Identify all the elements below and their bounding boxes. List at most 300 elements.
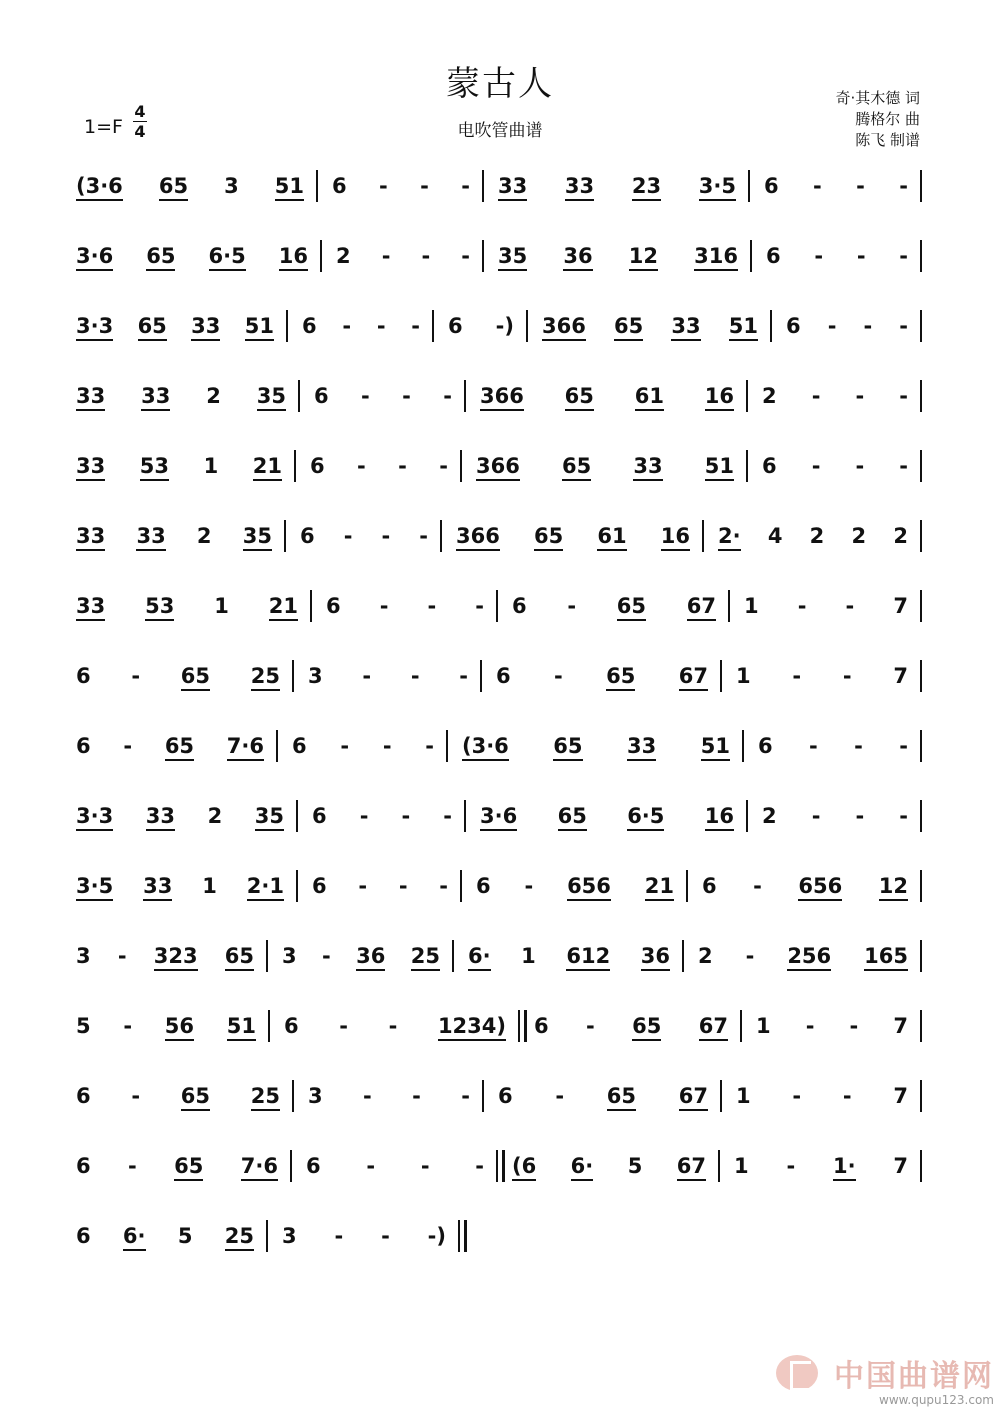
note-group: 7·6 [227,734,264,761]
note-group: - [381,244,391,268]
note-group: - [555,1084,565,1108]
note-group: - [401,804,411,828]
note-group: - [745,944,755,968]
barline [920,380,922,412]
barline [728,590,730,622]
measure [736,664,908,688]
measure [448,314,514,338]
measure [542,314,758,341]
note-group: - [899,384,908,408]
note-group: - [809,734,818,758]
score-row [0,938,1000,978]
measure [314,384,452,408]
note-group: - [586,1014,595,1038]
note-group: 6 [312,874,327,898]
barline [742,730,744,762]
note-group: - [854,734,863,758]
note-group: 16 [279,244,308,271]
barline [496,1150,498,1182]
watermark-logo: 中国曲谱网 [834,1359,994,1394]
score-row [0,308,1000,348]
measure [312,804,452,828]
note-group: 65 [614,314,643,341]
measure [312,874,448,898]
barline [702,520,704,552]
note-group: - [362,664,372,688]
barline [920,660,922,692]
note-group: 6 [786,314,801,338]
note-group: - [334,1224,344,1248]
note-group: - [813,174,822,198]
credit-composer: 腾格尔 曲 [855,110,920,128]
note-group: - [363,1084,372,1108]
barline [310,590,312,622]
measure [76,244,308,271]
note-group: 65 [138,314,167,341]
barline [460,870,462,902]
barline [496,590,498,622]
barline [720,1080,722,1112]
measure [534,1014,728,1041]
note-group: - [475,594,484,618]
note-group: 2 [762,804,777,828]
note-group: 1 [736,664,751,688]
measure [76,454,282,481]
note-group: - [461,244,470,268]
note-group: 33 [76,594,105,621]
measure [76,944,254,971]
note-group: 51 [245,314,274,341]
measure [76,1154,278,1181]
note-group: 53 [145,594,174,621]
note-group: - [899,804,908,828]
barline [292,1080,294,1112]
measure [498,244,738,271]
barline [284,520,286,552]
note-group: 6 [512,594,527,618]
note-group: 612 [566,944,610,971]
measure [734,1154,908,1181]
score-row [0,728,1000,768]
barline [292,660,294,692]
note-group: 6·5 [209,244,246,271]
barline [452,940,454,972]
measure [282,944,440,971]
note-group: - [398,874,408,898]
note-group: 1· [833,1154,856,1181]
barline [920,1010,922,1042]
note-group: 6 [448,314,463,338]
barline [920,730,922,762]
note-group: - [845,594,855,618]
measure [762,454,908,478]
note-group: 67 [687,594,716,621]
note-group: 6·5 [627,804,664,831]
note-group: 6 [476,874,491,898]
barline [746,450,748,482]
barline [290,1150,292,1182]
note-group: - [842,664,852,688]
note-group: 36 [641,944,670,971]
note-group: 3·5 [76,874,113,901]
measure [302,314,420,338]
score-row [0,1218,1000,1258]
note-group: 33 [565,174,594,201]
note-group: - [786,1154,796,1178]
note-group: 16 [705,804,734,831]
note-group: - [128,1154,137,1178]
barline [296,800,298,832]
note-group: 2 [809,524,825,548]
measure [762,384,908,408]
note-group: - [381,524,391,548]
note-group: 6 [292,734,307,758]
note-group: 6 [300,524,315,548]
note-group: 5 [177,1224,193,1248]
barline [464,800,466,832]
note-group: - [899,734,908,758]
barline [770,310,772,342]
note-group: 1 [203,454,219,478]
time-signature [133,102,147,141]
note-group: 7 [893,664,908,688]
score-row [0,518,1000,558]
note-group: 67 [699,1014,728,1041]
note-group: 33 [633,454,662,481]
note-group: 65 [565,384,594,411]
barline [920,940,922,972]
note-group: 65 [617,594,646,621]
barline [266,1220,268,1252]
note-group: 656 [798,874,842,901]
note-group: 36 [356,944,385,971]
note-group: (6 [512,1154,536,1181]
note-group: 33 [143,874,172,901]
note-group: - [410,664,420,688]
note-group: - [117,944,127,968]
note-group: - [419,524,428,548]
note-group: 7 [893,594,908,618]
barline [296,870,298,902]
key-signature: 1=F [84,116,123,138]
barline [446,730,448,762]
note-group: - [357,454,366,478]
note-group: 5 [627,1154,643,1178]
barline [682,940,684,972]
note-group: - [855,804,865,828]
note-group: - [381,1224,390,1248]
note-group: 25 [251,1084,280,1111]
barline [482,240,484,272]
note-group: 3 [308,1084,323,1108]
note-group: 6 [306,1154,321,1178]
note-group: 323 [154,944,198,971]
barline [440,520,442,552]
score-title: 蒙古人 [446,64,554,104]
note-group: 51 [227,1014,256,1041]
note-group: 2 [336,244,351,268]
measure [308,1084,470,1108]
note-group: - [421,244,431,268]
time-signature-bottom: 4 [134,122,146,141]
note-group: - [322,944,331,968]
watermark-url: www.qupu123.com [879,1393,994,1407]
measure [310,454,448,478]
measure [76,384,286,411]
measure [476,454,734,481]
note-group: - [361,384,370,408]
note-group: 2 [893,524,908,548]
note-group: - [382,734,392,758]
note-group: 61 [635,384,664,411]
note-group: 366 [456,524,500,551]
note-group: 2· [718,524,741,551]
note-group: 3 [282,1224,297,1248]
measure [480,804,734,831]
note-group: - [899,244,908,268]
note-group: 16 [661,524,690,551]
note-group: - [339,1014,348,1038]
measure [766,244,908,268]
note-group: 35 [255,804,284,831]
note-group: 65 [181,1084,210,1111]
note-group: 51 [729,314,758,341]
note-group: 7 [893,1154,908,1178]
measure [498,174,736,201]
note-group: 16 [705,384,734,411]
note-group: 33 [146,804,175,831]
measure [496,664,708,691]
note-group: 7 [893,1014,908,1038]
measure [76,804,284,831]
note-group: 65 [174,1154,203,1181]
barline [482,1080,484,1112]
note-group: 61 [597,524,626,551]
note-group: - [388,1014,398,1038]
note-group: 65 [553,734,582,761]
measure [332,174,470,198]
note-group: - [420,174,429,198]
barline [266,940,268,972]
note-group: 65 [225,944,254,971]
barline [750,240,752,272]
note-group: 656 [567,874,611,901]
note-group: - [856,174,865,198]
note-group: - [856,244,866,268]
score-row [0,448,1000,488]
note-group: - [358,874,368,898]
note-group: - [899,314,908,338]
note-group: - [459,664,468,688]
note-group: 2 [698,944,713,968]
note-group: 51 [701,734,730,761]
note-group: - [376,314,386,338]
measure [498,1084,708,1111]
note-group: 33 [76,384,105,411]
measure [744,594,908,618]
note-group: 51 [275,174,304,201]
note-group: 33 [136,524,165,551]
note-group: 65 [562,454,591,481]
note-group: 6 [76,664,91,688]
note-group: 56 [165,1014,194,1041]
note-group: - [123,734,133,758]
note-group: 7 [893,1084,908,1108]
note-group: 6 [314,384,329,408]
note-group: 25 [225,1224,254,1251]
note-group: - [427,594,437,618]
note-group: 1 [521,944,536,968]
note-group: 65 [534,524,563,551]
note-group: (3·6 [462,734,509,761]
note-group: 21 [253,454,282,481]
barline [920,870,922,902]
measure [76,314,274,341]
note-group: 6 [76,1154,91,1178]
barline [920,520,922,552]
note-group: 65 [181,664,210,691]
note-group: 6 [332,174,347,198]
note-group: 3·3 [76,804,113,831]
note-group: - [123,1014,133,1038]
note-group: 6 [762,454,777,478]
barline [920,240,922,272]
barline [268,1010,270,1042]
note-group: -) [495,314,514,338]
note-group: - [439,454,448,478]
note-group: 21 [269,594,298,621]
note-group: - [402,384,411,408]
measure [512,1154,706,1181]
note-group: 6 [758,734,773,758]
note-group: - [899,174,908,198]
measure [300,524,428,548]
watermark [834,1351,994,1407]
note-group: 6 [766,244,781,268]
note-group: - [461,1084,470,1108]
note-group: - [863,314,873,338]
note-group: - [855,454,865,478]
note-group: - [366,1154,376,1178]
note-group: 1 [734,1154,749,1178]
note-group: 7·6 [241,1154,278,1181]
barline [458,1220,460,1252]
note-group: 3·3 [76,314,113,341]
measure [76,1084,280,1111]
barline [482,170,484,202]
note-group: - [359,804,369,828]
note-group: - [475,1154,484,1178]
note-group: 1 [736,1084,751,1108]
note-group: 3·6 [480,804,517,831]
note-group: - [443,384,452,408]
score-row [0,1078,1000,1118]
note-group: 6 [702,874,717,898]
note-group: 6 [302,314,317,338]
note-group: 33 [671,314,700,341]
measure [512,594,716,621]
note-group: 2 [206,384,221,408]
note-group: 366 [476,454,520,481]
note-group: - [827,314,837,338]
barline [748,170,750,202]
note-group: 6 [312,804,327,828]
measure [76,1224,254,1251]
barline [298,380,300,412]
note-group: - [131,1084,141,1108]
measure [736,1084,908,1108]
note-group: - [340,734,350,758]
note-group: 1 [202,874,217,898]
measure [292,734,434,758]
measure [718,524,908,551]
measure [786,314,908,338]
measure [468,944,670,971]
note-group: 35 [257,384,286,411]
score-row [0,798,1000,838]
note-group: 5 [76,1014,91,1038]
barline-double [524,1010,527,1042]
measure [76,1014,256,1041]
measure [476,874,674,901]
score-row [0,378,1000,418]
score-row [0,1148,1000,1188]
note-group: - [420,1154,430,1178]
note-group: - [379,174,388,198]
note-group: 2 [762,384,777,408]
note-group: 6 [498,1084,513,1108]
score-row [0,238,1000,278]
note-group: - [398,454,407,478]
measure [326,594,484,618]
note-group: - [849,1014,859,1038]
note-group: 3 [308,664,323,688]
note-group: 165 [864,944,908,971]
note-group: 3 [224,174,239,198]
note-group: - [899,454,908,478]
credit-lyricist: 奇·其木德 词 [835,89,920,107]
note-group: 12 [629,244,658,271]
note-group: 35 [243,524,272,551]
note-group: 6 [76,1084,91,1108]
score-subtitle: 电吹管曲谱 [457,121,543,141]
note-group: - [811,384,821,408]
barline [686,870,688,902]
note-group: 23 [632,174,661,201]
note-group: - [524,874,534,898]
note-group: (3·6 [76,174,123,201]
note-group: 2 [196,524,212,548]
note-group: 366 [542,314,586,341]
note-group: 6 [76,734,91,758]
measure [758,734,908,758]
barline [920,590,922,622]
note-group: - [797,594,807,618]
barline [718,1150,720,1182]
note-group: 2 [851,524,867,548]
measure [76,524,272,551]
measure [284,1014,506,1041]
note-group: 6 [496,664,511,688]
note-group: - [811,804,821,828]
measure [76,874,284,901]
measure [762,804,908,828]
measure [756,1014,908,1038]
note-group: - [753,874,762,898]
note-group: 3 [282,944,297,968]
note-group: 35 [498,244,527,271]
note-group: 6 [284,1014,299,1038]
